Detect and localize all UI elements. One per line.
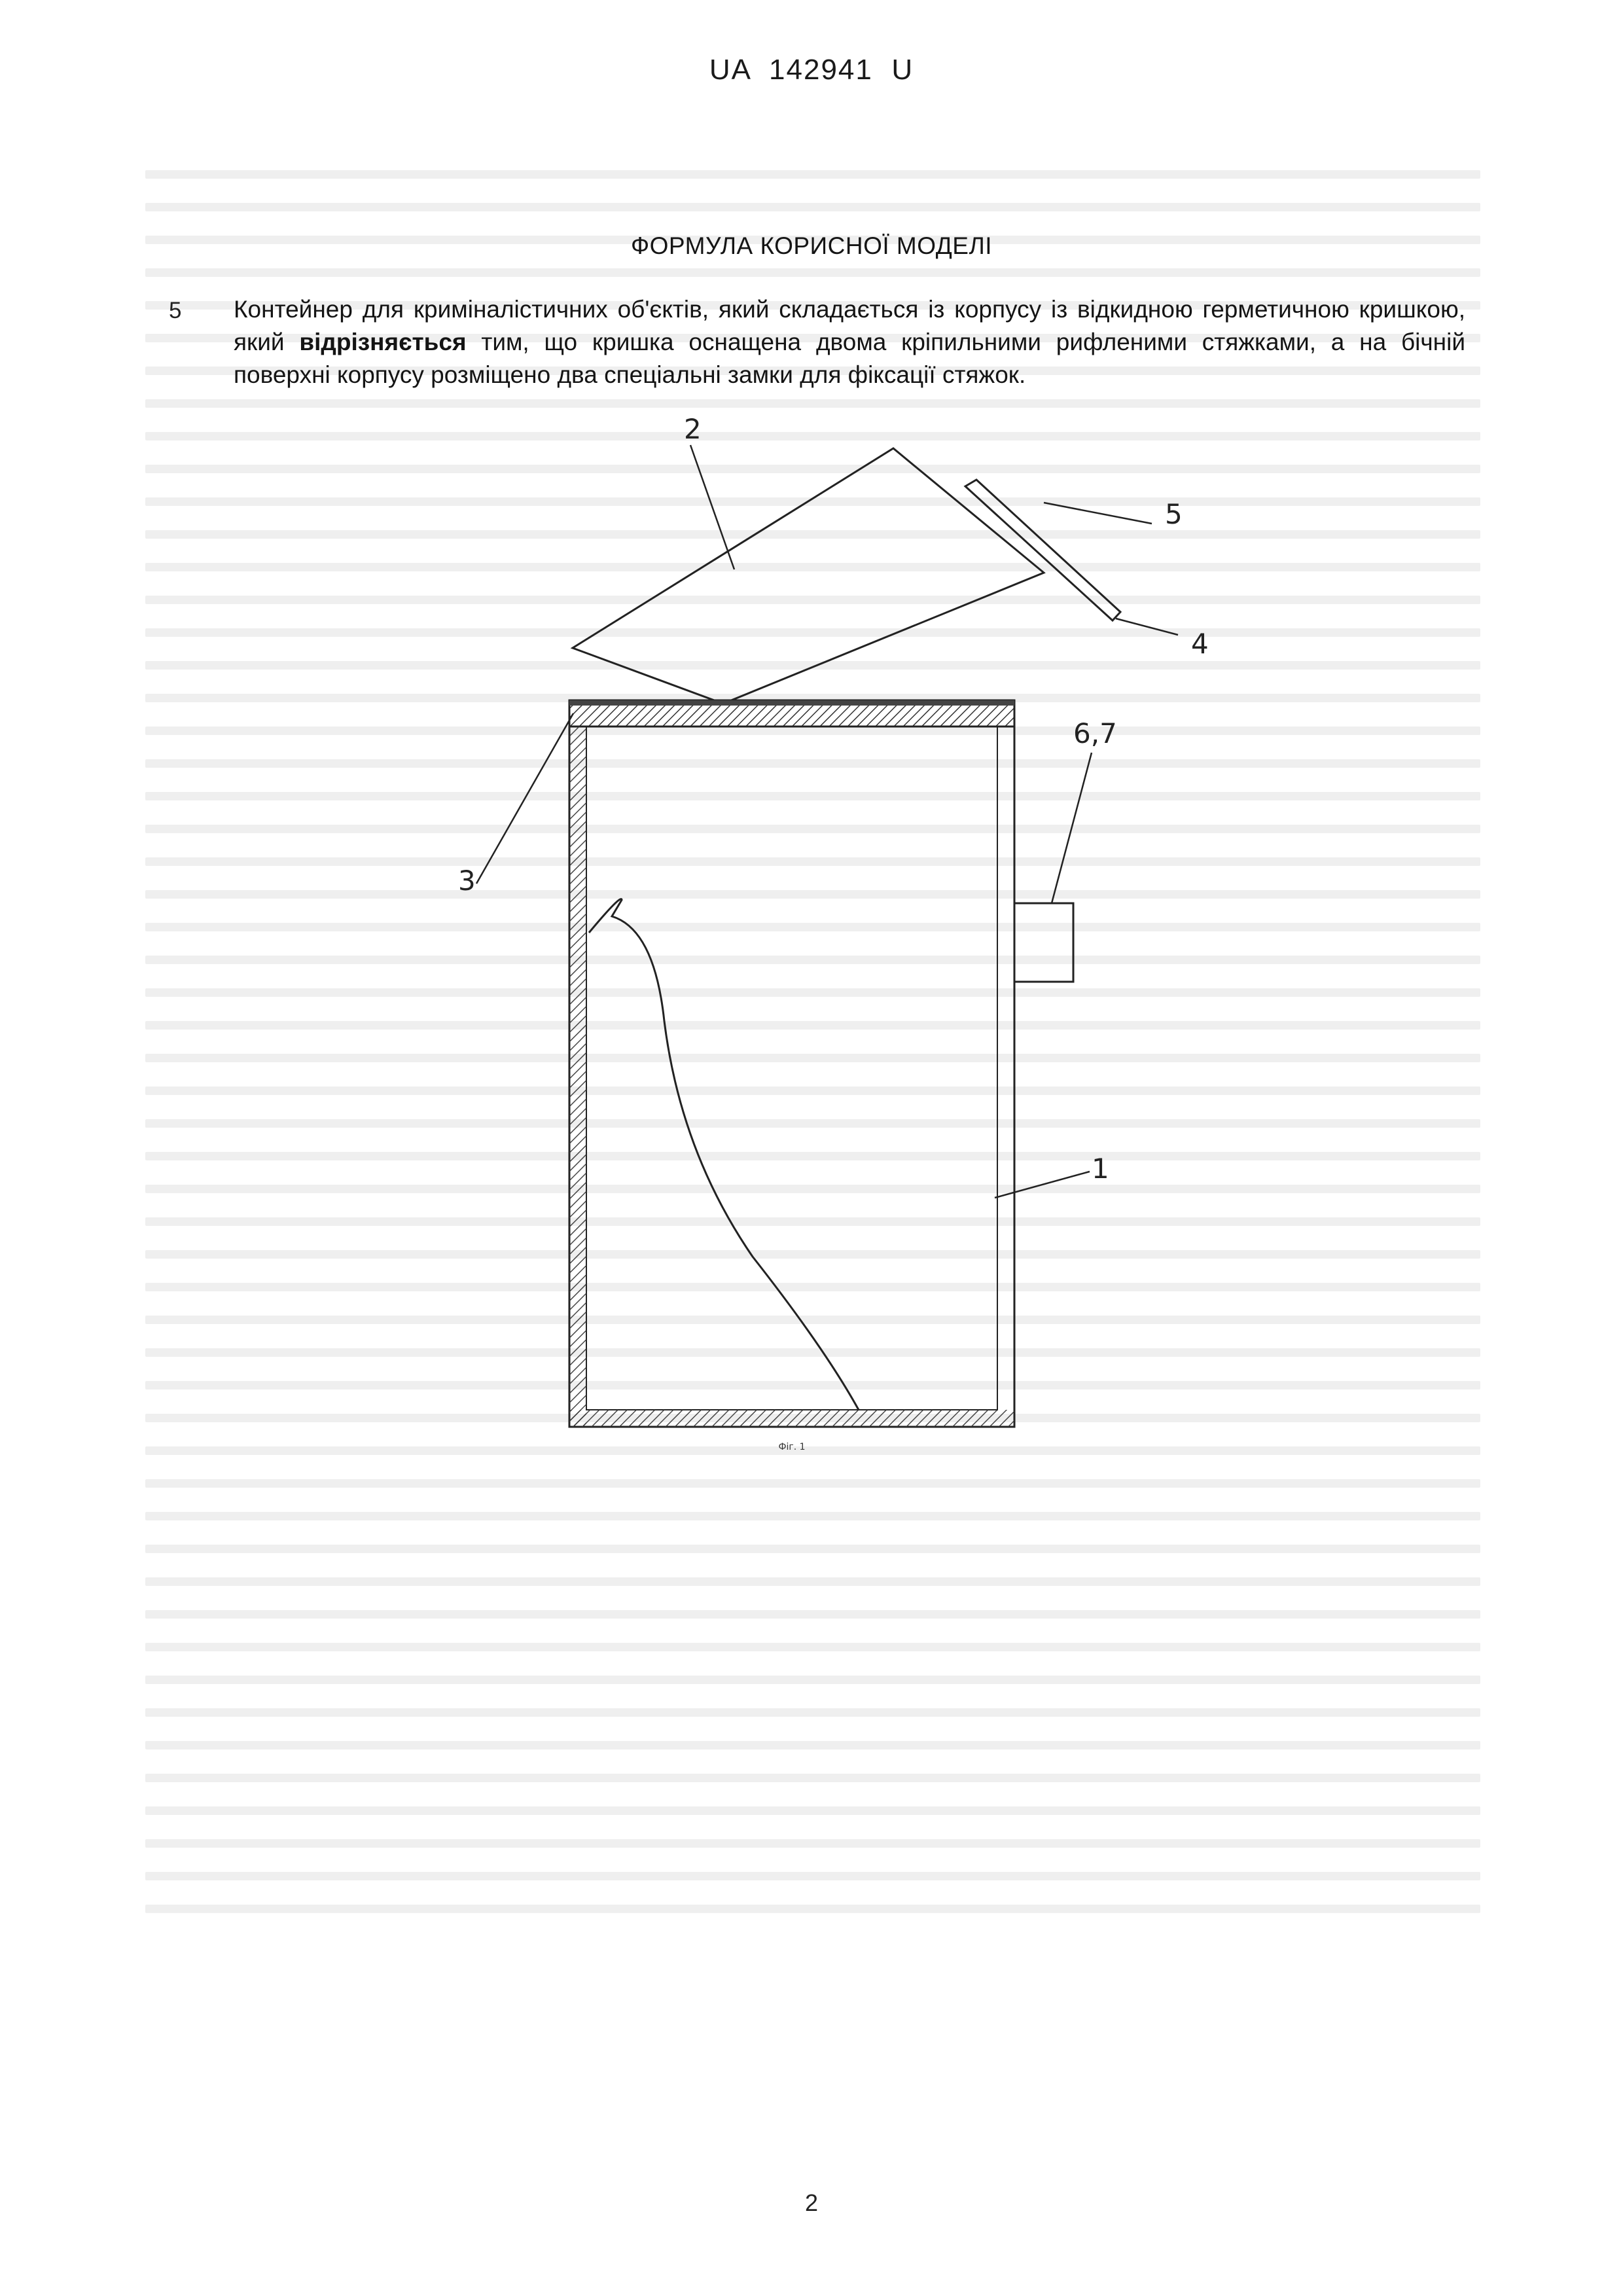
label-ties: 5	[1165, 498, 1183, 530]
patent-number: 142941	[769, 54, 873, 86]
claim-bold-word: відрізняється	[299, 329, 467, 355]
inner-bag-curve	[589, 899, 859, 1410]
label-lid: 2	[684, 413, 702, 445]
claim-part-1: Контейнер для криміналістичних об'єктів, який складається із корпусу із відкидною герметичною кришкою, який	[234, 296, 1465, 355]
formula-heading: ФОРМУЛА КОРИСНОЇ МОДЕЛІ	[630, 232, 993, 259]
left-wall-hatching	[569, 726, 586, 1427]
document-kind: U	[891, 54, 914, 86]
leader-gasket	[476, 713, 573, 884]
page-number: 2	[804, 2189, 819, 2216]
claim-part-2: тим, що кришка оснащена двома кріпильними рифленими стяжками, а на бічній поверхні корпусу розміщено два спеціальні замки для фіксації стяжок.	[234, 329, 1466, 388]
gasket-top-line	[569, 700, 1014, 706]
label-locks: 6,7	[1073, 717, 1117, 749]
line-number: 5	[169, 298, 182, 323]
leader-lid	[690, 445, 734, 569]
figure-caption: Фіг. 1	[778, 1442, 806, 1452]
locks-box	[1014, 903, 1073, 982]
office-code: UA	[709, 54, 751, 86]
leader-body	[995, 1172, 1090, 1198]
ties-strap	[965, 480, 1120, 620]
lid	[573, 448, 1044, 704]
body-outer-wall	[569, 726, 1014, 1427]
leader-four	[1116, 619, 1178, 635]
label-body: 1	[1092, 1153, 1109, 1185]
leader-locks	[1052, 753, 1092, 903]
bottom-hatching	[569, 1410, 1014, 1427]
label-gasket: 3	[458, 865, 476, 897]
leader-ties	[1044, 503, 1152, 524]
label-four: 4	[1191, 628, 1209, 660]
